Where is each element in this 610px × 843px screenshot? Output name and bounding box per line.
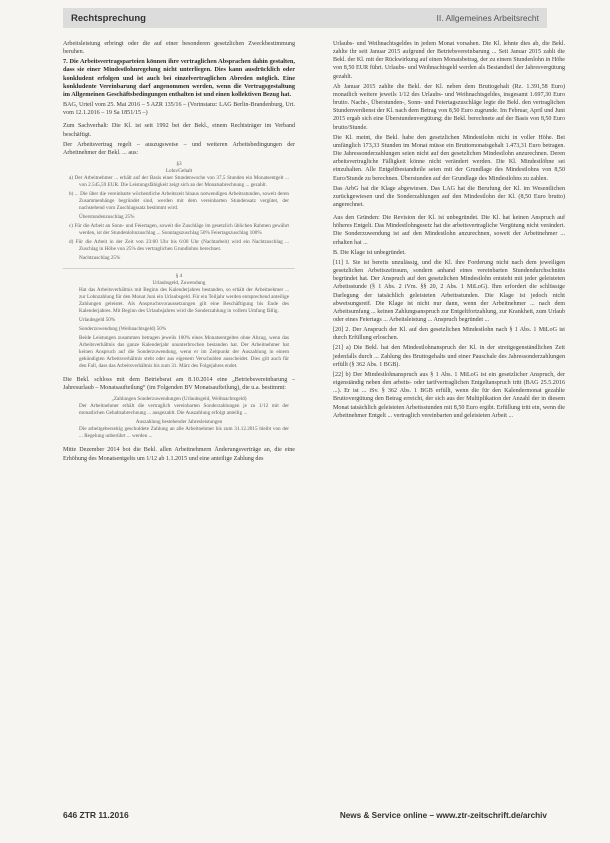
box-line: Die arbeitgeberseitig geschuldete Zahlung an alle Arbeitnehmer bis zum 31.12.2015 bleibt von der ... Regelung unberührt ... werden ...: [79, 426, 289, 440]
paragraph: Die Bekl. schloss mit dem Betriebsrat am 8.10.2014 eine „Betriebsvereinbarung – Jahresurlaub – Monatsaufteilung“ (im Folgenden BV Monatsaufteilung), die u.a. bestimmt:: [63, 377, 295, 392]
box-line: „Zahlungen Sonderzuwendungen (Urlaubsgeld, Weihnachtsgeld): [111, 396, 247, 403]
right-column: [333, 40, 565, 422]
box-line: Lohn/Gehalt: [165, 168, 193, 175]
header-chapter-title: II. Allgemeines Arbeitsrecht: [436, 13, 539, 23]
paragraph: Das ArbG hat die Klage abgewiesen. Das LAG hat die Berufung der Kl. im Wesentlichen zurückgewiesen und die Sonderzahlungen auf den Mindestlohn der Kl. (8,50 Euro brutto) angerechnet.: [333, 185, 565, 208]
box-line: c) Für die Arbeit an Sonn- und Feiertagen, soweit die Zuschläge im gesetzlich üblichen Rahmen gewährt werden, ist der Stundenlohnzuschlag ... Sonntagszuschlag 50% Feiertagszuschlag 100%: [69, 223, 289, 237]
box-line: a) Der Arbeitnehmer ... erhält auf der Basis einer Stundenwoche von 37,5 Stunden ein Monatsentgelt ... von 2.545,59 EUR. Die Leistungsfähigkeit zeigt sich an der Monatsabrechnung ... gezahlt.: [69, 175, 289, 189]
headnote-7: 7. Die Arbeitsvertragsparteien können ihre vertraglichen Absprachen dahin gestalten, dass sie einer Mindestlohnregelung nicht unterliegen. Dies kann ausdrücklich oder konkludent erfolgen und ist auch bei einzelvertraglichen Abreden möglich. Eine konkludente Vereinbarung darf angenommen werden, wenn die Vertragsgestaltung im Allgemeinen Geschäftsbedingungen enthalten ist und einen kollektiven Bezug hat.: [63, 58, 295, 98]
page-number-issue: 646 ZTR 11.2016: [63, 810, 129, 820]
paragraph: Mitte Dezember 2014 bot die Bekl. allen Arbeitnehmern Änderungsverträge an, die eine Erhöhung des Monatsentgelts um 1/12 ab 1.1.2015 und eine anteilige Zahlung des: [63, 447, 295, 462]
paragraph: Die Kl. meint, die Bekl. habe den gesetzlichen Mindestlohn nicht in voller Höhe. Bei umfänglich 173,33 Stunden im Monat müsse ein Bruttomonatsgehalt 1.473,31 Euro betragen. Die Jahressonderzahlungen seien nicht auf den gesetzlichen Mindestlohn anzurechnen. Deren arbeitsvertragliche Fälligkeit könne nicht verändert werden. Die Kl. Mindestlöhne sei einzuhalten. Alle Entgeltbestandteile seien mit der Grundlage des Mindestlohns von 8,50 Euro/Stunde zu berechnen. Überstunden auf der Grundlage des Mindestlohns zu zahlen.: [333, 134, 565, 182]
paragraph: Urlaubs- und Weihnachtsgeldes in jedem Monat vorsahen. Die Kl. lehnte dies ab, die Bekl. zahlte ihr seit Januar 2015 aufgrund der Betriebsvereinbarung ... Seit Januar 2015 zahlt die Bekl. der Kl. mit der Rückwirkung auf einen Monatsbetrag, der zu einem Stundenlohn in Höhe von 8,50 EUR führt. Urlaubs- und Weihnachtsgeld werden als Bestandteil der Jahresvergütung gezahlt.: [333, 41, 566, 80]
box-line: b) ... Die über die vereinbarte wöchentliche Arbeitszeit hinaus notwendigen Arbeitsstunden, soweit deren Zusammenhänge begründet sind, werden mit dem vereinbarten Stundensatz vergütet, der nachstehend vom Zuschlagssatz bestimmt wird.: [69, 191, 289, 212]
box-line: Beide Leistungen zusammen betragen jeweils 100% eines Monatsentgeltes ohne Abzug, wenn das Arbeitsverhältnis das ganze Kalenderjahr ununterbrochen bestanden hat. Der Arbeitnehmer hat keinen Anspruch auf die Sonderzuwendung, wenn er im Zeitpunkt der Auszahlung in einem gekündigten Arbeitsverhältnis steht oder aus eigenem Verschulden ausscheidet. Dies gilt auch für den Fall, dass das Arbeitsverhältnis bis zum 31. März des Folgejahres endet.: [79, 335, 289, 370]
left-column: [63, 40, 295, 465]
paragraph: B. Die Klage ist unbegründet.: [333, 249, 406, 256]
box-line: §3: [176, 161, 182, 168]
paragraph: [11] I. Sie ist bereits unzulässig, und die Kl. ihre Forderung nicht nach dem jeweiligen gesetzlichen Arbeitszeitraum, sondern anhand eines vereinbarten Stundendurchschnitts begründet hat. Der Anspruch auf den gesetzlichen Mindestlohn entsteht mit jeder geleisteten Arbeitsstunde (§ 1 Abs. 2 iVm. §§ 20, 2 Abs. 1 MiLoG). Ihm erfordert die schlüssige Darlegung der tatsächlich geleisteten Arbeitsstunden. Die Klage ist jedoch nicht abweisungsreif. Die Klage ist nicht nur dann, wenn der Arbeitnehmer ... nach dem Arbeitsumfang ... keinen Zahlungsanspruch zur Entgeltfortzahlung, zur Krankheit, zum Urlaub oder eines Feiertags ... Arbeitsleistung ... Anspruch begründet ...: [333, 259, 565, 323]
box-line: Sonderzuwendung (Weihnachtsgeld) 50%: [79, 326, 167, 333]
running-header: [63, 8, 547, 28]
quoted-contract-4: [63, 273, 295, 370]
paragraph: [22] b) Der Mindestlohnanspruch aus § 1 Abs. 1 MiLoG ist ein gesetzlicher Anspruch, der eigenständig neben den arbeits- oder tarifvertraglichen Entgeltanspruch tritt (BAG 25.5.2016 ...). Er ist ... iSv. § 362 Abs. 1 BGB erfüllt, wenn die für den Kalendermonat gezahlte Bruttovergütung den Betrag erreicht, der sich aus der Multiplikation der Anzahl der in diesem Monat tatsächlich geleisteten Arbeitsstunden mit 8,50 Euro ergibt. Erfüllung tritt ein, wenn die Arbeitnehmer Entgelt ... vertraglich vereinbarten und geleisteten Arbeit ...: [333, 371, 565, 419]
paragraph: [20] 2. Der Anspruch der Kl. auf den gesetzlichen Mindestlohn nach § 1 Abs. 1 MiLoG ist durch Erfüllung erloschen.: [333, 327, 565, 342]
quoted-contract-3: [63, 161, 295, 262]
header-section-title: Rechtsprechung: [71, 12, 146, 24]
paragraph: Der Arbeitsvertrag regelt – auszugsweise – und weiteren Arbeitsbedingungen der Arbeitnehmer der Bekl. ... aus:: [63, 141, 295, 156]
box-line: Auszahlung bestehender Jahresleistungen: [135, 419, 223, 426]
citation: BAG, Urteil vom 25. Mai 2016 – 5 AZR 135/16 – (Vorinstanz: LAG Berlin-Brandenburg, Urt. vom 12.1.2016 – 19 Sa 1851/15 –): [63, 102, 295, 117]
quoted-agreement: [63, 396, 295, 440]
box-line: Urlaubsgeld 50%: [79, 317, 116, 324]
box-line: Nachtzuschlag 25%: [79, 255, 121, 262]
paragraph: Arbeitsleistung erbringt oder die auf einer besonderen gesetzlichen Zweckbestimmung beruhen.: [63, 41, 295, 56]
box-line: Urlaubsgeld, Zuwendung: [152, 280, 206, 287]
box-line: d) Für die Arbeit in der Zeit von 23:00 Uhr bis 6:00 Uhr (Nachtarbeit) wird ein Nachtzuschlag ... Zuschlag in Höhe von 25% des vertraglichen Grundlohns berechnet.: [69, 239, 289, 253]
box-line: Der Arbeitnehmer erhält die vertraglich vereinbarten Sonderzahlungen je zu 1/12 mit der monatlichen Gehaltsabrechnung ... ausgezahlt. Die Auszahlung erfolgt anteilig ...: [79, 403, 289, 417]
box-line: § 4: [175, 273, 183, 280]
paragraph: [21] a) Die Bekl. hat den Mindestlohnanspruch der Kl. in der streitgegenständlichen Zeit jedenfalls durch ... Zahlung des Bruttogehalts und einer Pauschale des Jahressonderzahlungen erfüllt (§ 362 Abs. 1 BGB).: [333, 345, 565, 368]
paragraph: Ab Januar 2015 zahlte die Bekl. der Kl. neben dem Bruttogehalt (Rz. 1.391,58 Euro) monatlich weitere jeweils 1/12 des Urlaubs- und Weihnachtsgeldes, insgesamt 1.697,30 Euro brutto. Nacht-, Überstunden-, Sonn- und Feiertagszuschläge legte die Bekl. den vertraglichen Stundenverdienst der Kl. nach dem Betrag von 8,50 Euro zugrunde. Im Februar, April und Juni 2015 ergab sich eine Überstundenvergütung; die Bekl. berechnete auf der Basis von 8,50 Euro brutto/Stunde.: [333, 83, 565, 131]
footer-link[interactable]: News & Service online – www.ztr-zeitschrift.de/archiv: [339, 810, 547, 820]
facts-intro: Zum Sachverhalt: Die Kl. ist seit 1992 bei der Bekl., einem Rechtsträger im Verband beschäftigt.: [63, 123, 295, 138]
page-footer: [63, 810, 547, 820]
box-line: Hat das Arbeitsverhältnis mit Beginn des Kalenderjahres bestanden, so erhält der Arbeitnehmer ... zur Lohnzahlung für den Monat Juni ein Urlaubsgeld. Für ein Teiljahr werden entsprechend anteilige Zahlungen geleistet. Als Anspruchsvoraussetzungen gilt eine Beschäftigung bis Ende des Kalenderjahres. Mit Beginn des Urlaubsjahres wird die Sonderzahlung in vollem Umfang fällig.: [79, 287, 289, 315]
box-line: Überstundenzuschlag 25%: [79, 214, 135, 221]
reasons-intro: Aus den Gründen: Die Revision der Kl. ist unbegründet. Die Kl. hat keinen Anspruch auf höheres Entgelt. Das Mindestlohngesetz hat die arbeitsvertragliche Vergütung nicht verändert. Die Sonderzuwendung ist auf den Mindestlohn anzurechnen, soweit der Arbeitnehmer ... erhalten hat ...: [333, 215, 565, 246]
